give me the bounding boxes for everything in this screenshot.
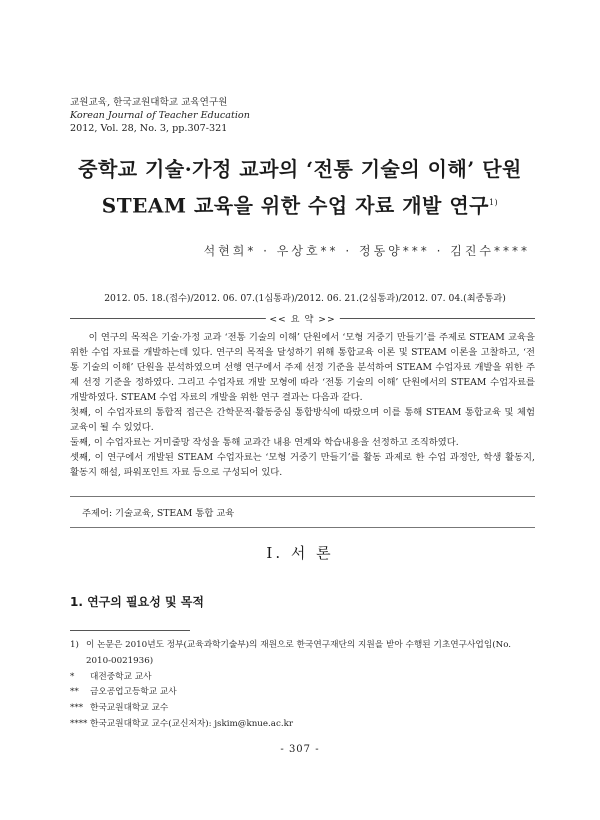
journal-name: Korean Journal of Teacher Education bbox=[70, 110, 250, 122]
footnote-mark: * bbox=[70, 671, 75, 682]
title-line-2 bbox=[40, 186, 560, 223]
footnote bbox=[70, 685, 535, 701]
footnote-mark: ** bbox=[70, 687, 79, 698]
author-list: 석현희* · 우상호** · 정동양*** · 김진수**** bbox=[203, 244, 530, 258]
section-heading: I. 서 론 bbox=[266, 544, 334, 562]
footnote-mark: **** bbox=[70, 718, 88, 729]
footnote bbox=[70, 638, 535, 670]
page-number: - 307 - bbox=[280, 744, 320, 755]
footnote-text: 이 논문은 2010년도 정부(교육과학기술부)의 재원으로 한국연구재단의 지원을 받아 수행된 기초연구사업임(No. 2010-0021936) bbox=[86, 640, 512, 666]
keywords-box bbox=[70, 496, 535, 528]
abstract-heading bbox=[70, 312, 535, 324]
abstract-paragraph: 이 연구의 목적은 기술·가정 교과 ‘전통 기술의 이해’ 단원에서 ‘모형 거중기 만들기’를 주제로 STEAM 교육을 위한 수업 자료를 개발하는데 있다. 연구의 목적을 달성하기 위해 통합교육 이론 및 STEAM 이론을 고찰하고, ‘전통 기술의 이해’ 단원을 분석하였으며 선행 연구에서 주제 선정 기준을 분석하여 STEAM 수업자료 개발을 위한 주제 선정 기준을 정하였다. 그리고 수업자료 개발 모형에 따라 ‘전통 기술의 이해’ 단원에서의 STEAM 수업자료를 개발하였다. STEAM 수업 자료의 개발을 위한 연구 결과는 다음과 같다. bbox=[70, 332, 535, 403]
footnote-text: 금오공업고등학교 교사 bbox=[90, 687, 177, 698]
title-line-1: 중학교 기술·가정 교과의 ‘전통 기술의 이해’ 단원 bbox=[78, 157, 522, 181]
footnote-mark: 1) bbox=[70, 640, 79, 650]
title-footnote-mark: 1) bbox=[488, 198, 499, 207]
footnotes bbox=[70, 638, 535, 733]
journal-volume: 2012, Vol. 28, No. 3, pp.307-321 bbox=[70, 123, 228, 135]
abstract-paragraph: 첫째, 이 수업자료의 통합적 접근은 간학문적·활동중심 통합방식에 따랐으며 이를 통해 STEAM 통합교육 및 체험교육이 될 수 있었다. bbox=[70, 407, 535, 433]
title-line-2-text: STEAM 교육을 위한 수업 자료 개발 연구 bbox=[101, 193, 489, 218]
abstract-heading-label: << 요 약 >> bbox=[265, 311, 339, 325]
subsection-heading: 1. 연구의 필요성 및 목적 bbox=[70, 595, 204, 609]
abstract-paragraph: 셋째, 이 연구에서 개발된 STEAM 수업자료는 ‘모형 거중기 만들기’를 활동 과제로 한 수업 과정안, 학생 활동지, 활동지 해설, 파워포인트 자료 등으로 구성되어 있다. bbox=[70, 452, 535, 478]
footnote bbox=[70, 717, 535, 733]
abstract-paragraph: 둘째, 이 수업자료는 거미줄망 작성을 통해 교과간 내용 연계와 학습내용을 선정하고 조직하였다. bbox=[70, 437, 459, 448]
keywords: 주제어: 기술교육, STEAM 통합 교육 bbox=[82, 508, 235, 519]
footnote-divider bbox=[70, 630, 190, 631]
review-dates: 2012. 05. 18.(접수)/2012. 06. 07.(1심통과)/2012. 06. 21.(2심통과)/2012. 07. 04.(최종통과) bbox=[104, 293, 506, 304]
paper-title bbox=[40, 152, 560, 223]
journal-publisher: 교원교육, 한국교원대학교 교육연구원 bbox=[70, 97, 228, 108]
journal-info bbox=[70, 96, 250, 136]
footnote-mark: *** bbox=[70, 703, 84, 714]
footnote bbox=[70, 670, 535, 686]
footnote-text: 한국교원대학교 교수(교신저자): jskim@knue.ac.kr bbox=[90, 718, 294, 729]
footnote-text: 한국교원대학교 교수 bbox=[90, 703, 169, 714]
footnote bbox=[70, 701, 535, 717]
footnote-text: 대전중학교 교사 bbox=[90, 671, 152, 682]
abstract-body bbox=[70, 330, 535, 480]
